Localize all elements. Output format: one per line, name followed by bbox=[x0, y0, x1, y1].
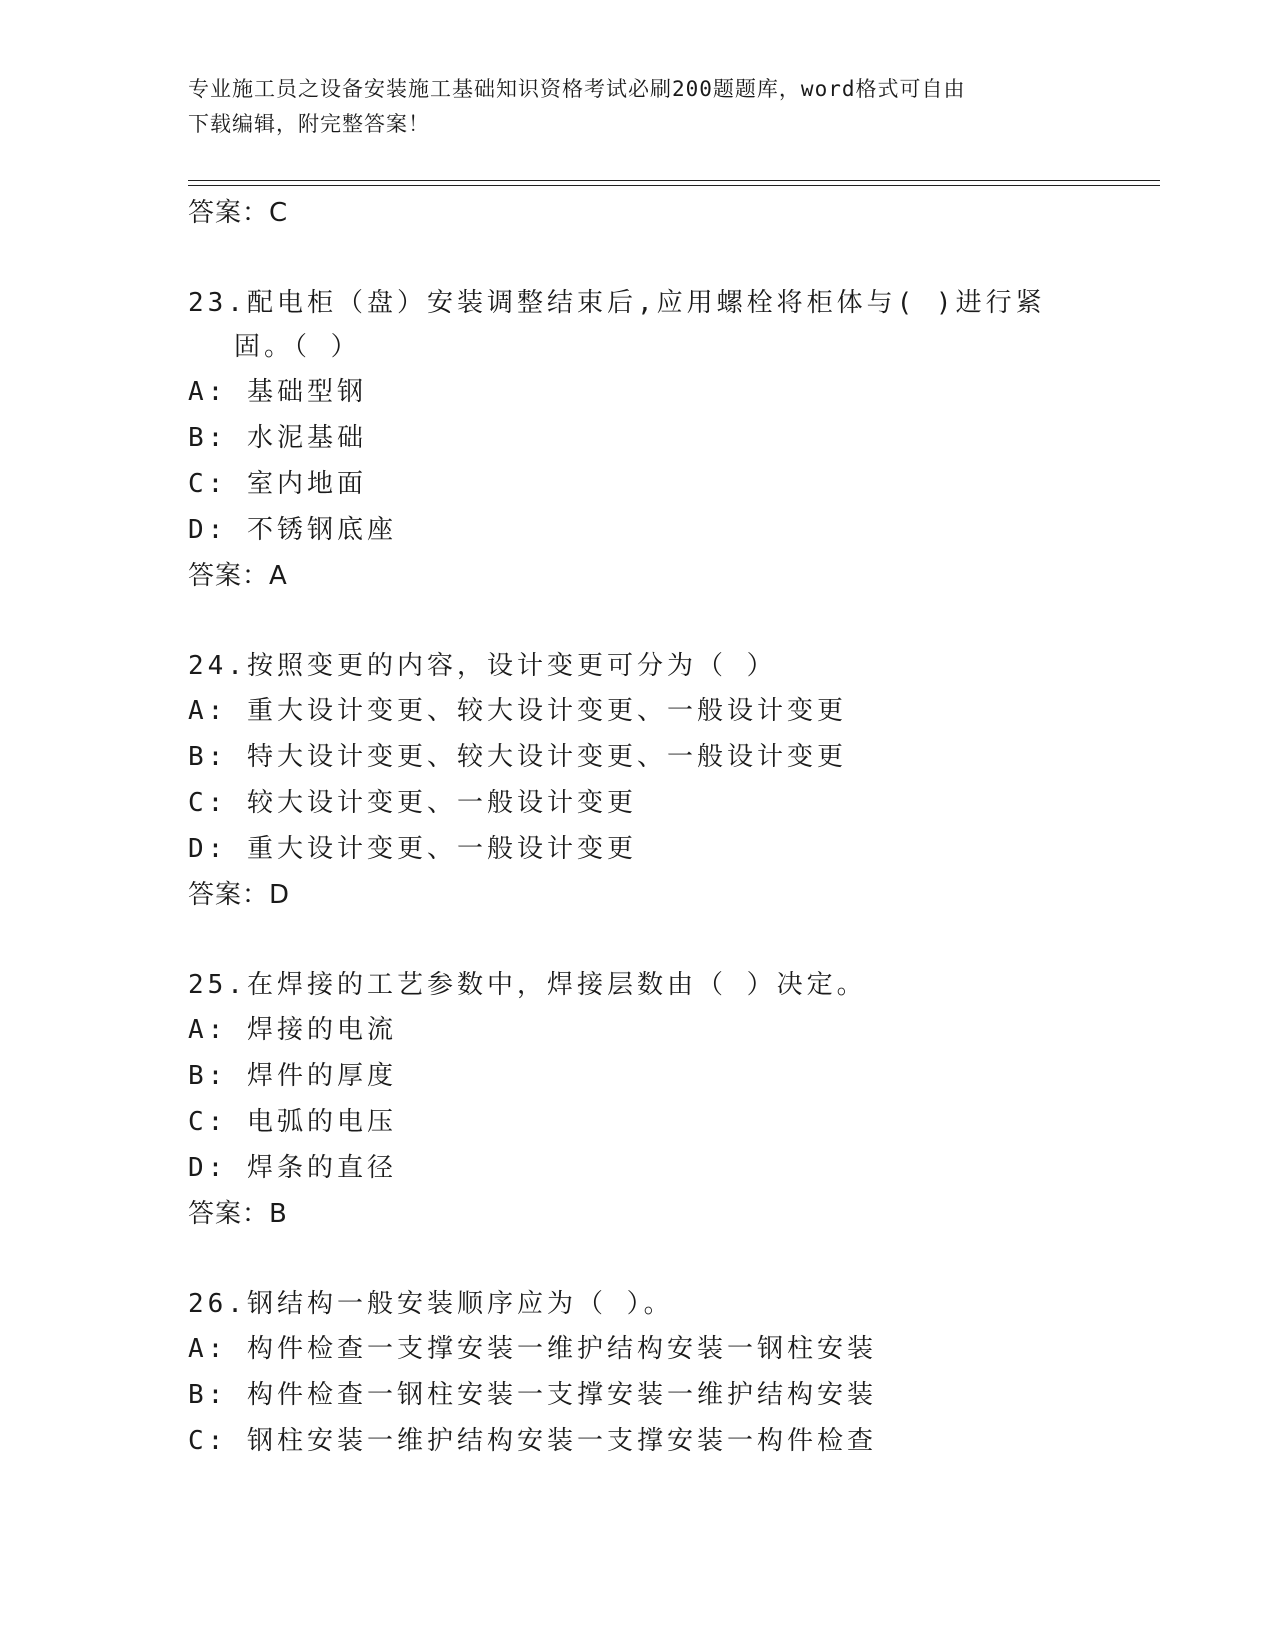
option-a: A: 构件检查一支撑安装一维护结构安装一钢柱安装 bbox=[188, 1334, 877, 1364]
answer: 答案：D bbox=[188, 880, 291, 910]
header-divider-bottom bbox=[188, 185, 1160, 186]
option-d: D: 焊条的直径 bbox=[188, 1153, 397, 1183]
answer: 答案：B bbox=[188, 1199, 288, 1229]
option-c: C: 钢柱安装一维护结构安装一支撑安装一构件检查 bbox=[188, 1426, 877, 1456]
option-d: D: 重大设计变更、一般设计变更 bbox=[188, 834, 637, 864]
question-23 bbox=[188, 281, 1088, 599]
option-a: A: 焊接的电流 bbox=[188, 1015, 397, 1045]
question-25 bbox=[188, 963, 1088, 1237]
previous-answer: 答案：C bbox=[188, 198, 289, 228]
option-b: B: 特大设计变更、较大设计变更、一般设计变更 bbox=[188, 742, 847, 772]
option-b: B: 焊件的厚度 bbox=[188, 1061, 397, 1091]
option-a: A: 重大设计变更、较大设计变更、一般设计变更 bbox=[188, 696, 847, 726]
option-c: C: 室内地面 bbox=[188, 469, 367, 499]
question-26 bbox=[188, 1282, 1088, 1464]
document-header bbox=[188, 72, 1088, 142]
answer: 答案：A bbox=[188, 561, 288, 591]
header-title-line-1: 专业施工员之设备安装施工基础知识资格考试必刷200题题库，word格式可自由 bbox=[188, 77, 966, 101]
option-c: C: 较大设计变更、一般设计变更 bbox=[188, 788, 637, 818]
question-stem: 25.在焊接的工艺参数中，焊接层数由（ ）决定。 bbox=[188, 970, 867, 1000]
option-a: A: 基础型钢 bbox=[188, 377, 367, 407]
header-divider-top bbox=[188, 180, 1160, 181]
question-stem: 24.按照变更的内容，设计变更可分为（ ） bbox=[188, 651, 777, 681]
question-24 bbox=[188, 644, 1088, 918]
header-title-line-2: 下载编辑，附完整答案！ bbox=[188, 112, 430, 136]
question-stem: 23.配电柜（盘）安装调整结束后,应用螺栓将柜体与( )进行紧固。（ ） bbox=[188, 288, 1046, 362]
option-c: C: 电弧的电压 bbox=[188, 1107, 397, 1137]
option-d: D: 不锈钢底座 bbox=[188, 515, 397, 545]
option-b: B: 水泥基础 bbox=[188, 423, 367, 453]
question-list bbox=[188, 190, 1088, 1464]
option-b: B: 构件检查一钢柱安装一支撑安装一维护结构安装 bbox=[188, 1380, 877, 1410]
question-stem: 26.钢结构一般安装顺序应为（ ）。 bbox=[188, 1289, 674, 1319]
